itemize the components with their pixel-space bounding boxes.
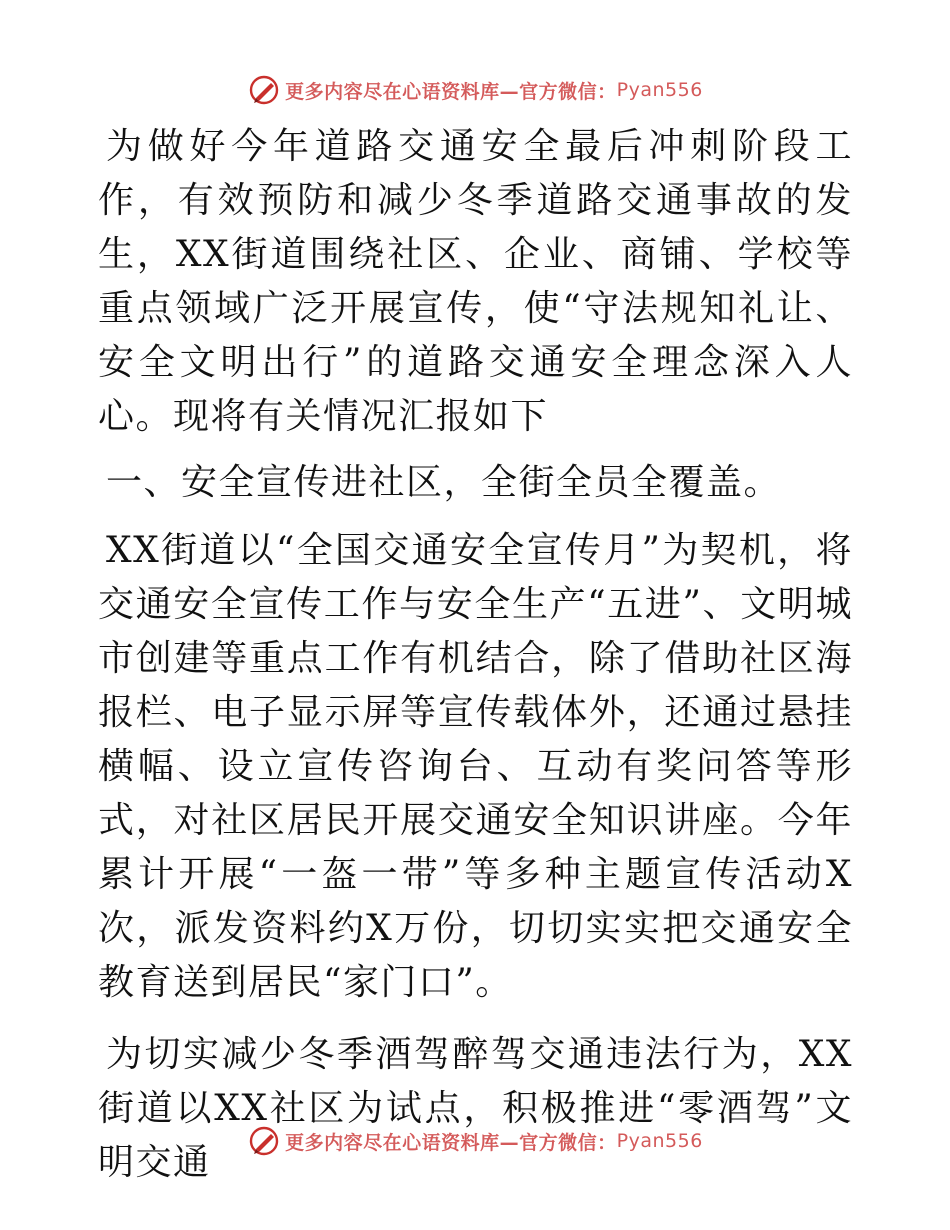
header-watermark xyxy=(0,70,950,110)
watermark-text: 更多内容尽在心语资料库—官方微信： xyxy=(285,80,617,103)
wechat-id: Pyan556 xyxy=(616,1130,703,1152)
pen-logo-icon xyxy=(247,1124,281,1158)
paragraph-2: XX街道以“全国交通安全宣传月”为契机，将交通安全宣传工作与安全生产“五进”、文明城市创建等重点工作有机结合，除了借助社区海报栏、电子显示屏等宣传载体外，还通过悬挂横幅、设立宣传咨询台、互动有奖问答等形式，对社区居民开展交通安全知识讲座。今年累计开展“一盔一带”等多种主题宣传活动X次，派发资料约X万份，切切实实把交通安全教育送到居民“家门口”。 xyxy=(98,530,853,1003)
footer-watermark xyxy=(0,1121,950,1161)
wechat-id: Pyan556 xyxy=(616,79,703,101)
pen-logo-icon xyxy=(247,73,281,107)
document-body xyxy=(98,120,853,1190)
section-heading-1: 一、安全宣传进社区，全街全员全覆盖。 xyxy=(106,462,782,503)
paragraph-intro: 为做好今年道路交通安全最后冲刺阶段工作，有效预防和减少冬季道路交通事故的发生，XX街道围绕社区、企业、商铺、学校等重点领域广泛开展宣传，使“守法规知礼让、安全文明出行”的道路交通安全理念深入人心。现将有关情况汇报如下 xyxy=(98,126,853,437)
watermark-text: 更多内容尽在心语资料库—官方微信： xyxy=(285,1131,617,1154)
paragraph-3: 为切实减少冬季酒驾醉驾交通违法行为，XX街道以XX社区为试点，积极推进“零酒驾”文明交通 xyxy=(98,1034,853,1183)
